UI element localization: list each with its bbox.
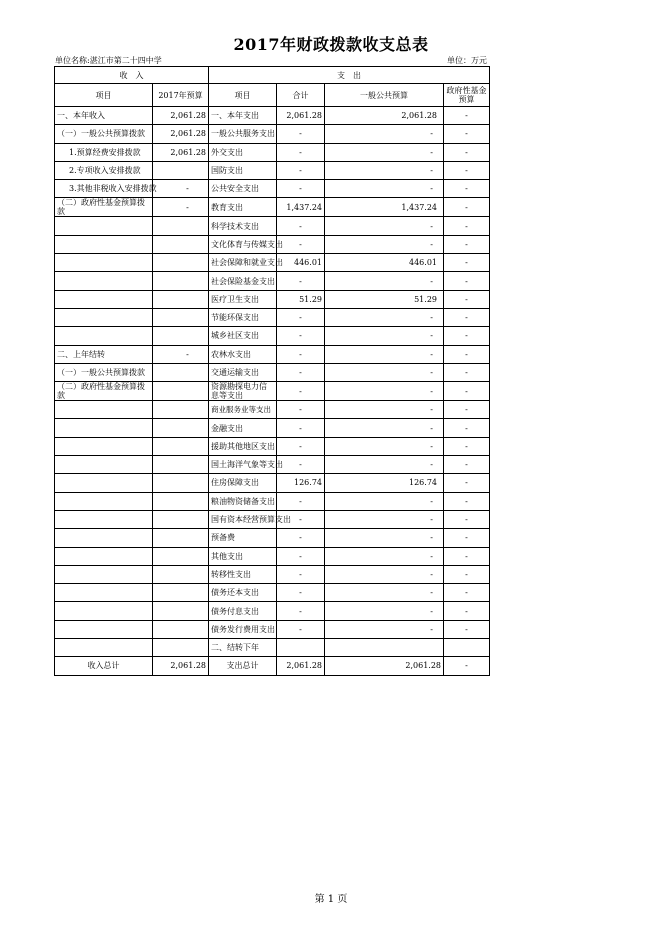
expense-fund: -	[444, 308, 490, 326]
unit-label: 单位：万元	[447, 56, 487, 65]
income-value	[153, 547, 209, 565]
expense-total: -	[277, 492, 325, 510]
income-header: 收 入	[55, 67, 209, 84]
table-row	[55, 565, 490, 583]
expense-item: 农林水支出	[209, 345, 277, 363]
expense-total: -	[277, 125, 325, 143]
expense-item: 社会保险基金支出	[209, 272, 277, 290]
income-item	[55, 620, 153, 638]
expense-item: 城乡社区支出	[209, 327, 277, 345]
expense-item: 资源勘探电力信息等支出	[209, 382, 277, 401]
table-row	[55, 161, 490, 179]
income-item	[55, 510, 153, 528]
expense-fund: -	[444, 161, 490, 179]
header-row-1	[55, 67, 490, 84]
expense-total: -	[277, 419, 325, 437]
expense-fund: -	[444, 272, 490, 290]
income-item	[55, 602, 153, 620]
expense-general: -	[325, 272, 444, 290]
expense-total: 446.01	[277, 254, 325, 272]
col-item-header: 项目	[55, 84, 153, 107]
expense-fund: -	[444, 492, 490, 510]
table-row	[55, 419, 490, 437]
expense-general: -	[325, 565, 444, 583]
expense-general: -	[325, 180, 444, 198]
col-fund-header: 政府性基金预算	[444, 84, 490, 107]
table-row	[55, 290, 490, 308]
page-title: 2017年财政拨款收支总表	[233, 35, 429, 54]
table-row	[55, 639, 490, 657]
table-row	[55, 198, 490, 217]
expense-item: 医疗卫生支出	[209, 290, 277, 308]
expense-fund: -	[444, 584, 490, 602]
expense-total: -	[277, 382, 325, 401]
expense-item: 其他支出	[209, 547, 277, 565]
expense-item: 科学技术支出	[209, 217, 277, 235]
expense-item: 援助其他地区支出	[209, 437, 277, 455]
expense-general: 446.01	[325, 254, 444, 272]
expense-item: 国有资本经营预算支出	[209, 510, 277, 528]
expense-general: -	[325, 620, 444, 638]
expense-total: -	[277, 437, 325, 455]
expense-item: 文化体育与传媒支出	[209, 235, 277, 253]
income-item	[55, 217, 153, 235]
expense-fund	[444, 639, 490, 657]
expense-item: 社会保障和就业支出	[209, 254, 277, 272]
col-general-header: 一般公共预算	[325, 84, 444, 107]
expense-general: -	[325, 235, 444, 253]
expense-item: 金融支出	[209, 419, 277, 437]
income-item: 3.其他非税收入安排拨款	[55, 180, 153, 198]
income-value	[153, 382, 209, 401]
income-item	[55, 456, 153, 474]
income-value: 2,061.28	[153, 125, 209, 143]
expense-general: -	[325, 161, 444, 179]
income-item	[55, 639, 153, 657]
table-row	[55, 180, 490, 198]
expense-total	[277, 639, 325, 657]
expense-fund-sum: -	[444, 657, 490, 675]
col-exp-item-header: 项目	[209, 84, 277, 107]
expense-total: -	[277, 401, 325, 419]
expense-fund: -	[444, 456, 490, 474]
income-item	[55, 547, 153, 565]
table-row	[55, 217, 490, 235]
expense-fund: -	[444, 363, 490, 381]
page-footer: 第 1 页	[314, 894, 348, 905]
expense-general: -	[325, 125, 444, 143]
expense-general: -	[325, 401, 444, 419]
expense-total: -	[277, 161, 325, 179]
income-value	[153, 363, 209, 381]
table-row	[55, 254, 490, 272]
income-value	[153, 161, 209, 179]
income-value	[153, 327, 209, 345]
expense-fund: -	[444, 107, 490, 125]
expense-item: 国防支出	[209, 161, 277, 179]
income-value: 2,061.28	[153, 143, 209, 161]
expense-total: -	[277, 565, 325, 583]
income-value	[153, 254, 209, 272]
expense-total: -	[277, 143, 325, 161]
expense-total: -	[277, 584, 325, 602]
expense-fund: -	[444, 125, 490, 143]
table-row	[55, 107, 490, 125]
expense-general: -	[325, 363, 444, 381]
unit-name: 单位名称:湛江市第二十四中学	[55, 56, 162, 65]
table-row	[55, 308, 490, 326]
table-row	[55, 272, 490, 290]
expense-item: 外交支出	[209, 143, 277, 161]
income-item	[55, 565, 153, 583]
income-item: （一）一般公共预算拨款	[55, 125, 153, 143]
expense-total: 2,061.28	[277, 107, 325, 125]
table-row	[55, 510, 490, 528]
expense-fund: -	[444, 382, 490, 401]
income-value	[153, 290, 209, 308]
expense-item: 住房保障支出	[209, 474, 277, 492]
table-row	[55, 584, 490, 602]
expense-total: -	[277, 180, 325, 198]
totals-row	[55, 657, 490, 675]
income-item: 一、本年收入	[55, 107, 153, 125]
income-item: （二）政府性基金预算拨款	[55, 382, 153, 401]
table-row	[55, 363, 490, 381]
income-item: 1.预算经费安排拨款	[55, 143, 153, 161]
income-value	[153, 565, 209, 583]
table-row	[55, 620, 490, 638]
table-row	[55, 474, 490, 492]
expense-total: -	[277, 217, 325, 235]
expense-total: 1,437.24	[277, 198, 325, 217]
expense-general: -	[325, 308, 444, 326]
expense-item: 预备费	[209, 529, 277, 547]
expense-fund: -	[444, 143, 490, 161]
expense-item: 公共安全支出	[209, 180, 277, 198]
col-total-header: 合计	[277, 84, 325, 107]
table-row	[55, 235, 490, 253]
expense-item: 二、结转下年	[209, 639, 277, 657]
income-item	[55, 290, 153, 308]
expense-general: -	[325, 547, 444, 565]
income-value: 2,061.28	[153, 107, 209, 125]
expense-item: 国土海洋气象等支出	[209, 456, 277, 474]
income-value: -	[153, 345, 209, 363]
expense-total: -	[277, 235, 325, 253]
expense-general: 51.29	[325, 290, 444, 308]
expense-total: -	[277, 529, 325, 547]
expense-item: 一、本年支出	[209, 107, 277, 125]
expense-general: -	[325, 217, 444, 235]
expense-total: -	[277, 308, 325, 326]
expense-general: -	[325, 327, 444, 345]
expense-fund: -	[444, 345, 490, 363]
income-value	[153, 620, 209, 638]
expense-fund: -	[444, 217, 490, 235]
expense-item: 转移性支出	[209, 565, 277, 583]
expense-item: 债务发行费用支出	[209, 620, 277, 638]
expense-total: 126.74	[277, 474, 325, 492]
expense-general: -	[325, 529, 444, 547]
expense-item: 债务还本支出	[209, 584, 277, 602]
table-row	[55, 401, 490, 419]
expense-item: 交通运输支出	[209, 363, 277, 381]
income-value	[153, 456, 209, 474]
expense-general: -	[325, 382, 444, 401]
expense-total: -	[277, 456, 325, 474]
table-row	[55, 327, 490, 345]
expense-fund: -	[444, 235, 490, 253]
income-item	[55, 529, 153, 547]
table-row	[55, 437, 490, 455]
expense-fund: -	[444, 401, 490, 419]
income-item	[55, 584, 153, 602]
table-row	[55, 125, 490, 143]
expense-fund: -	[444, 290, 490, 308]
expense-total-sum: 2,061.28	[277, 657, 325, 675]
income-item	[55, 419, 153, 437]
income-value	[153, 308, 209, 326]
income-value	[153, 510, 209, 528]
expense-total: -	[277, 272, 325, 290]
expense-item: 商业服务业等支出	[209, 401, 277, 419]
expense-general: -	[325, 510, 444, 528]
income-item: （一）一般公共预算拨款	[55, 363, 153, 381]
income-value	[153, 419, 209, 437]
expense-item: 一般公共服务支出	[209, 125, 277, 143]
expense-fund: -	[444, 419, 490, 437]
expense-total: -	[277, 363, 325, 381]
expense-item: 节能环保支出	[209, 308, 277, 326]
expense-total: -	[277, 510, 325, 528]
expense-fund: -	[444, 180, 490, 198]
income-item	[55, 235, 153, 253]
income-value	[153, 584, 209, 602]
income-value	[153, 474, 209, 492]
income-item: 二、上年结转	[55, 345, 153, 363]
expense-total: -	[277, 620, 325, 638]
income-item	[55, 254, 153, 272]
expense-general-sum: 2,061.28	[325, 657, 444, 675]
expense-general: 2,061.28	[325, 107, 444, 125]
expense-fund: -	[444, 510, 490, 528]
expense-total: -	[277, 345, 325, 363]
table-row	[55, 143, 490, 161]
income-item	[55, 437, 153, 455]
expense-fund: -	[444, 198, 490, 217]
expense-fund: -	[444, 547, 490, 565]
expense-fund: -	[444, 602, 490, 620]
income-item: 2.专项收入安排拨款	[55, 161, 153, 179]
income-value	[153, 437, 209, 455]
table-row	[55, 602, 490, 620]
expense-total-label: 支出总计	[209, 657, 277, 675]
expense-total: 51.29	[277, 290, 325, 308]
income-value	[153, 217, 209, 235]
expense-fund: -	[444, 254, 490, 272]
table-row	[55, 529, 490, 547]
expense-total: -	[277, 547, 325, 565]
expense-fund: -	[444, 474, 490, 492]
header-row-2	[55, 84, 490, 107]
income-item	[55, 327, 153, 345]
expense-fund: -	[444, 620, 490, 638]
income-item	[55, 492, 153, 510]
income-value	[153, 602, 209, 620]
expense-fund: -	[444, 565, 490, 583]
income-value: -	[153, 180, 209, 198]
expense-general: -	[325, 143, 444, 161]
income-item	[55, 272, 153, 290]
table-row	[55, 492, 490, 510]
table-row	[55, 345, 490, 363]
income-item	[55, 474, 153, 492]
expense-general: -	[325, 602, 444, 620]
expense-general	[325, 639, 444, 657]
table-row	[55, 456, 490, 474]
expense-general: 126.74	[325, 474, 444, 492]
expense-item: 债务付息支出	[209, 602, 277, 620]
expense-general: -	[325, 419, 444, 437]
expense-general: -	[325, 345, 444, 363]
table-row	[55, 547, 490, 565]
table-row	[55, 382, 490, 401]
income-value	[153, 529, 209, 547]
expense-general: 1,437.24	[325, 198, 444, 217]
income-total-value: 2,061.28	[153, 657, 209, 675]
income-value	[153, 235, 209, 253]
expense-header: 支 出	[209, 67, 490, 84]
expense-general: -	[325, 456, 444, 474]
expense-general: -	[325, 584, 444, 602]
expense-fund: -	[444, 327, 490, 345]
income-item: （二）政府性基金预算拨款	[55, 198, 153, 217]
expense-fund: -	[444, 437, 490, 455]
budget-table	[54, 66, 490, 676]
income-total-label: 收入总计	[55, 657, 153, 675]
expense-total: -	[277, 327, 325, 345]
income-value: -	[153, 198, 209, 217]
expense-item: 教育支出	[209, 198, 277, 217]
expense-item: 粮油物资储备支出	[209, 492, 277, 510]
expense-general: -	[325, 437, 444, 455]
income-value	[153, 401, 209, 419]
income-item	[55, 308, 153, 326]
col-budget-header: 2017年预算	[153, 84, 209, 107]
income-item	[55, 401, 153, 419]
expense-general: -	[325, 492, 444, 510]
income-value	[153, 639, 209, 657]
expense-total: -	[277, 602, 325, 620]
expense-fund: -	[444, 529, 490, 547]
income-value	[153, 492, 209, 510]
income-value	[153, 272, 209, 290]
